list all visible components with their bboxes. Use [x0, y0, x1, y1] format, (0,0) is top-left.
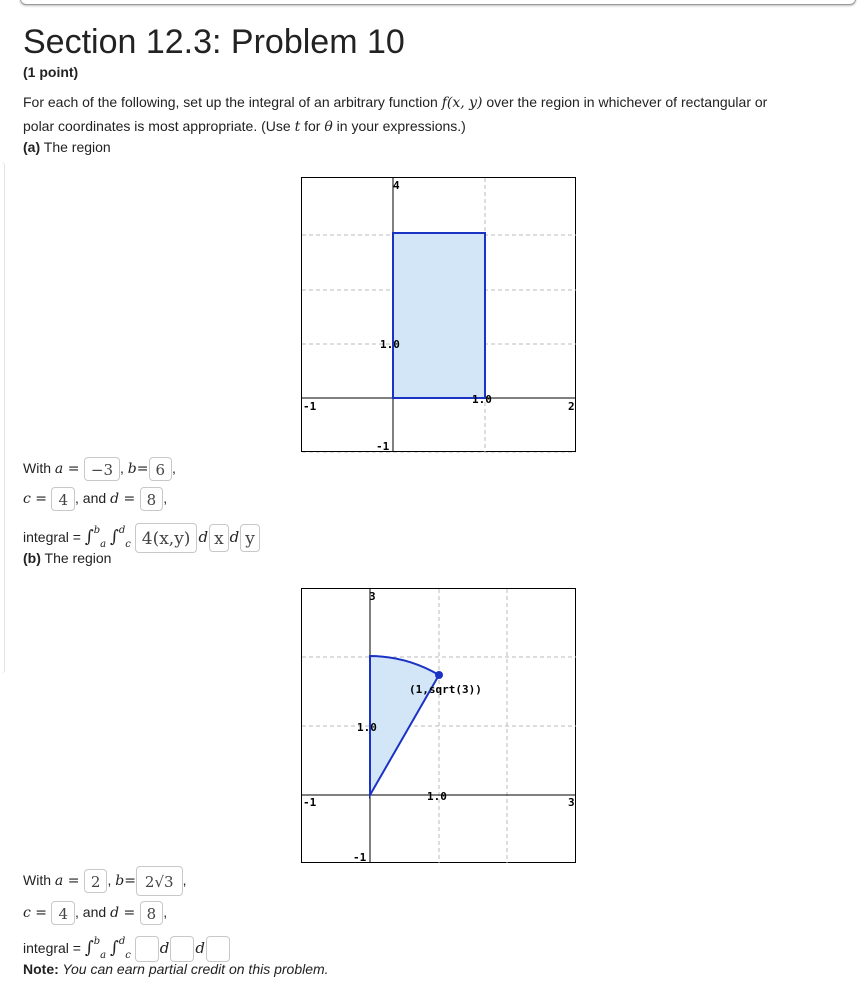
- graph-a-label-xtick: 1.0: [472, 393, 492, 406]
- intro-text-4: for: [300, 118, 325, 134]
- with-text: With: [23, 872, 55, 888]
- differential-d1: d: [198, 528, 209, 546]
- part-b-row-integral: [23, 927, 230, 961]
- graph-b-label-xtick: 1.0: [427, 790, 447, 803]
- a-var: a: [54, 461, 64, 477]
- a-var: a: [54, 873, 64, 889]
- answer-c-input[interactable]: 4: [51, 487, 75, 511]
- integral-sign-outer: ∫: [84, 938, 94, 958]
- intro-text-3: polar coordinates is most appropriate. (Use: [23, 118, 295, 134]
- differential-1-input[interactable]: [170, 936, 194, 962]
- c-var: c: [23, 905, 31, 921]
- differential-d1: d: [159, 939, 170, 957]
- part-a-row-ab: With a = −3 , b= 6 ,: [23, 453, 176, 483]
- graph-b-point: [435, 671, 443, 679]
- graph-a-label-right: 2: [568, 400, 575, 413]
- integral-sign-outer: ∫: [84, 527, 94, 547]
- part-b-row-ab: With a = 2 , b= 2√3 ,: [23, 865, 186, 895]
- graph-a-label-left: -1: [303, 400, 317, 413]
- partial-credit-note: [23, 961, 329, 977]
- answer-b-input[interactable]: 2√3: [136, 866, 183, 896]
- graph-a-label-top: 4: [393, 179, 400, 192]
- differential-1-input[interactable]: x: [209, 524, 229, 552]
- graph-b-point-label: (1,sqrt(3)): [409, 683, 482, 696]
- problem-intro: [23, 91, 853, 139]
- graph-a-region: [393, 233, 485, 398]
- graph-b-label-bottom: -1: [353, 851, 367, 864]
- answer-d-input[interactable]: 8: [140, 487, 164, 511]
- integrand-input[interactable]: 4(x,y): [135, 523, 198, 553]
- integral-upper-inner: d: [118, 936, 126, 947]
- graph-a: [301, 177, 577, 453]
- integral-lower-outer: a: [100, 950, 107, 961]
- page-title: Section 12.3: Problem 10: [23, 23, 405, 61]
- part-b-text: The region: [40, 550, 112, 566]
- part-a-row-integral: [23, 516, 260, 550]
- differential-2-input[interactable]: [206, 936, 230, 962]
- part-a-label: [23, 136, 111, 159]
- part-b-label: [23, 547, 111, 570]
- graph-b-label-top: 3: [369, 590, 376, 603]
- answer-a-input[interactable]: 2: [84, 869, 108, 893]
- with-text: With: [23, 460, 55, 476]
- integral-label: integral =: [23, 529, 85, 545]
- intro-text-2: over the region in whichever of rectangular or: [482, 94, 768, 110]
- part-b-row-cd: c = 4 , and d = 8 ,: [23, 897, 167, 927]
- part-b-letter: (b): [23, 550, 41, 566]
- answer-c-input[interactable]: 4: [51, 901, 75, 925]
- points-label: (1 point): [23, 64, 79, 80]
- note-text: You can earn partial credit on this problem.: [58, 961, 329, 977]
- b-var: b: [115, 873, 125, 889]
- graph-b-label-center: 1.0: [357, 721, 377, 734]
- part-a-row-cd: c = 4 , and d = 8 ,: [23, 483, 167, 513]
- integral-sign-inner: ∫: [110, 527, 119, 547]
- top-panel-edge: [20, 0, 856, 5]
- b-var: b: [127, 461, 137, 477]
- integral-label: integral =: [23, 940, 85, 956]
- graph-b: [301, 588, 577, 864]
- intro-t-var: t: [294, 119, 301, 135]
- eq-sign: =: [63, 461, 84, 477]
- and-text: and: [78, 904, 111, 920]
- left-gutter: [0, 162, 5, 674]
- graph-a-label-center: 1.0: [380, 338, 400, 351]
- intro-theta: θ: [324, 119, 333, 135]
- graph-b-label-right: 3: [568, 796, 575, 809]
- note-label: Note:: [23, 961, 59, 977]
- integral-lower-inner: c: [125, 539, 131, 550]
- differential-d2: d: [229, 528, 240, 546]
- integral-lower-outer: a: [100, 539, 107, 550]
- answer-b-input[interactable]: 6: [149, 457, 173, 481]
- intro-text-5: in your expressions.): [332, 118, 466, 134]
- c-var: c: [23, 491, 31, 507]
- part-a-letter: (a): [23, 139, 41, 155]
- answer-d-input[interactable]: 8: [140, 901, 164, 925]
- integral-upper-inner: d: [118, 525, 126, 536]
- intro-text-1: For each of the following, set up the integral of an arbitrary function: [23, 94, 442, 110]
- graph-b-label-left: -1: [303, 796, 317, 809]
- integral-sign-inner: ∫: [110, 938, 119, 958]
- graph-a-label-bottom: -1: [376, 440, 390, 453]
- and-text: and: [78, 490, 111, 506]
- d-var: d: [110, 491, 120, 507]
- d-var: d: [110, 905, 120, 921]
- differential-2-input[interactable]: y: [240, 524, 260, 552]
- part-a-text: The region: [40, 139, 111, 155]
- integrand-input[interactable]: [135, 936, 159, 962]
- intro-function: f(x, y): [441, 95, 483, 111]
- integral-upper-outer: b: [93, 525, 101, 536]
- answer-a-input[interactable]: −3: [84, 457, 120, 481]
- differential-d2: d: [195, 939, 205, 957]
- integral-lower-inner: c: [125, 950, 131, 961]
- integral-upper-outer: b: [93, 936, 101, 947]
